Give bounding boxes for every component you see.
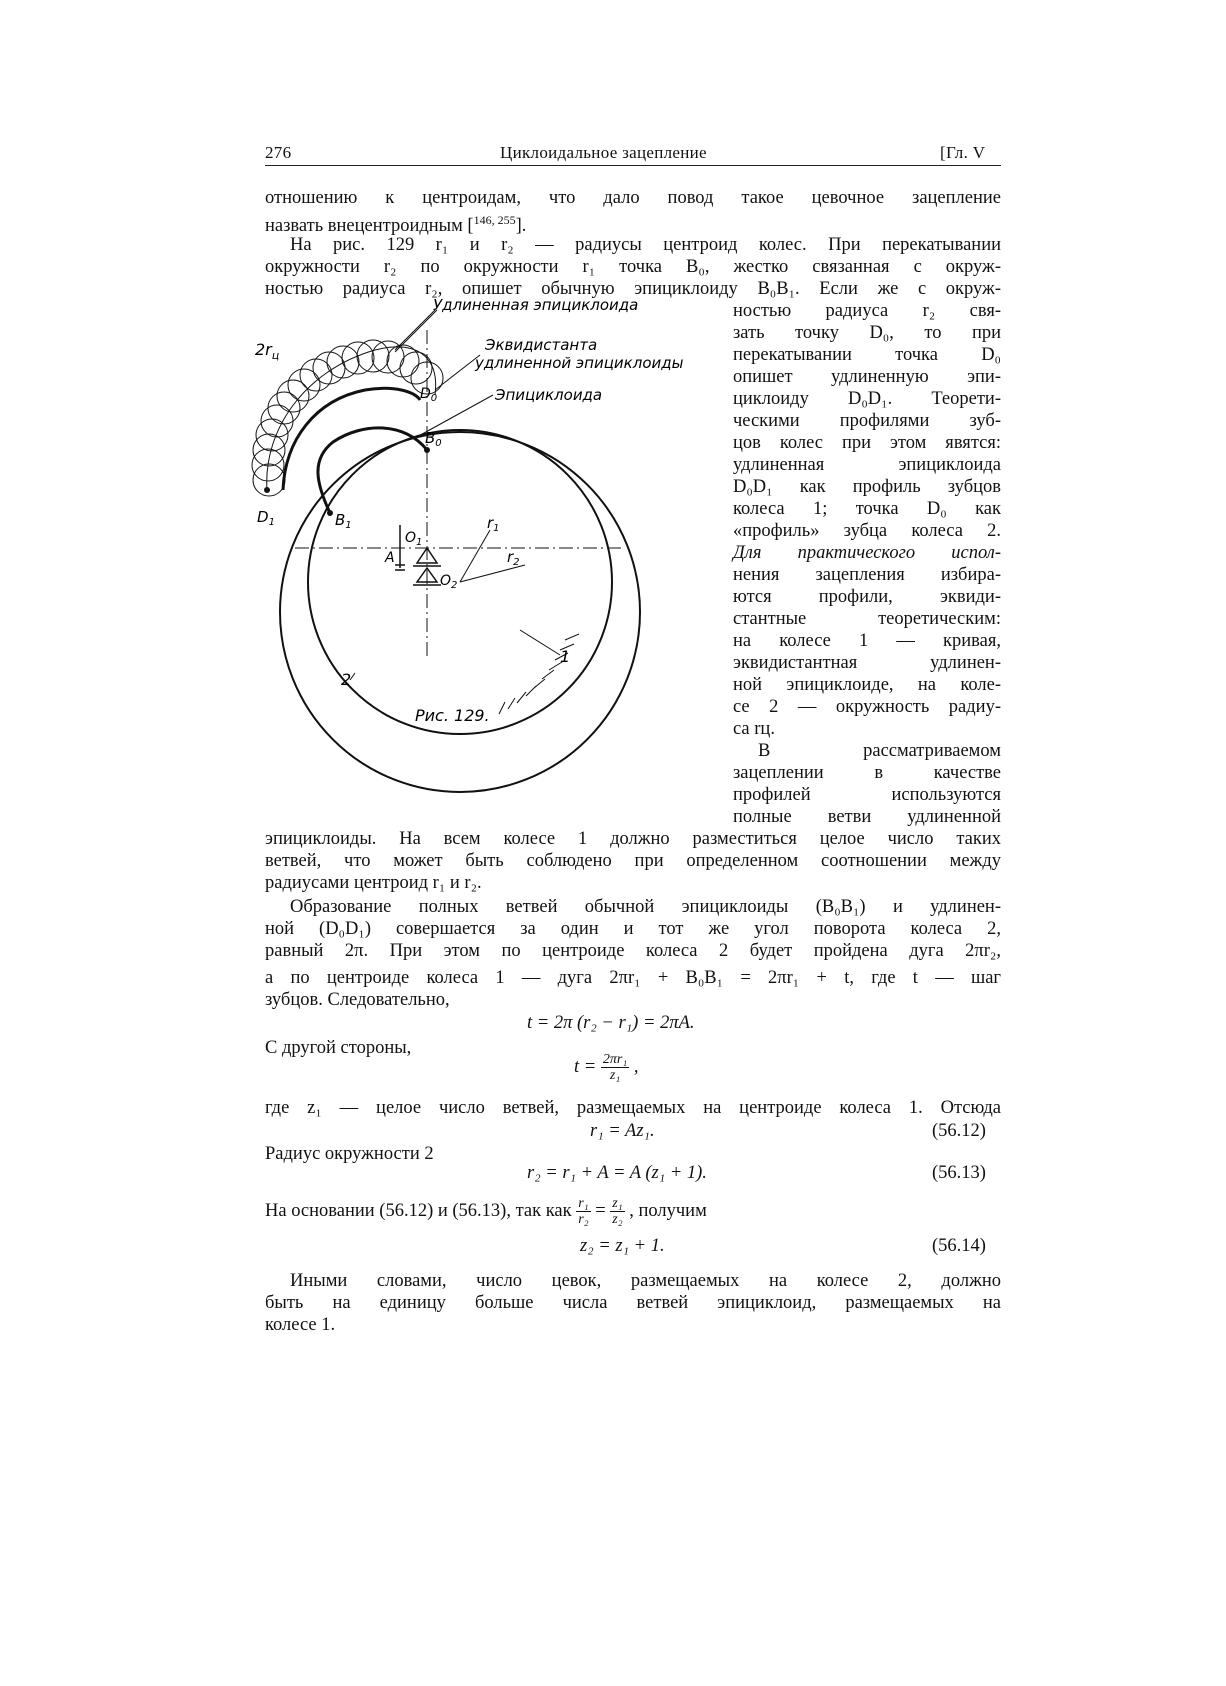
label-A: A <box>385 550 395 566</box>
label-r2: $r_2$ <box>507 548 520 568</box>
body-line: зацеплении в качестве <box>733 763 1001 783</box>
body-line: ной эпициклоиде, на коле- <box>733 675 1001 695</box>
body-line: профилей используются <box>733 785 1001 805</box>
label-equidistant-2: удлиненной эпициклоиды <box>475 354 684 372</box>
body-line-citation <box>265 209 526 237</box>
body-line: нения зацепления избира- <box>733 565 1001 585</box>
body-line: эквидистантная удлинен- <box>733 653 1001 673</box>
body-line: ветвей, что может быть соблюдено при определенном соотношении между <box>265 851 1001 871</box>
body-line: колеса 1; точка D₀ как <box>733 499 1001 519</box>
label-O1: $O_1$ <box>405 530 423 548</box>
body-line: «профиль» зубца колеса 2. <box>733 521 1001 541</box>
eq2-lhs: t = <box>574 1056 597 1077</box>
running-title: Циклоидальное зацепление <box>500 143 707 162</box>
body-line: циклоиду D₀D₁. Теорети- <box>733 389 1001 409</box>
body-line: На рис. 129 r₁ и r₂ — радиусы центроид колес. При перекатывании <box>290 235 1001 255</box>
ratio-z-num: z₁ <box>612 1196 623 1211</box>
equation-number-56-12: (56.12) <box>932 1121 986 1141</box>
body-line: где z₁ — целое число ветвей, размещаемых на центроиде колеса 1. Отсюда <box>265 1098 1001 1118</box>
ratio-fraction-r <box>576 1196 590 1227</box>
body-line: Образование полных ветвей обычной эпициклоиды (B₀B₁) и удлинен- <box>290 897 1001 917</box>
body-line: цов колес при этом явятся: <box>733 433 1001 453</box>
label-r1: $r_1$ <box>487 514 500 534</box>
ratio-r-den: r₂ <box>578 1212 589 1227</box>
body-line: а по центроиде колеса 1 — дуга 2πr₁ + B₀B₁ = 2πr₁ + t, где t — шаг <box>265 968 1001 988</box>
body-line: полные ветви удлиненной <box>733 807 1001 827</box>
equation-number-56-13: (56.13) <box>932 1163 986 1183</box>
body-line: быть на единицу больше числа ветвей эпициклоид, размещаемых на <box>265 1293 1001 1313</box>
body-line: радиусами центроид r₁ и r₂. <box>265 873 482 893</box>
equation-56-14: z₂ = z₁ + 1. <box>580 1236 665 1256</box>
label-B0: $B_0$ <box>425 429 442 449</box>
body-line: Радиус окружности 2 <box>265 1144 434 1164</box>
body-line: на колесе 1 — кривая, <box>733 631 1001 651</box>
label-elongated-epicycloid: Удлиненная эпициклоида <box>433 296 639 314</box>
ratio-tail: , получим <box>629 1200 707 1221</box>
equation-56-13: r₂ = r₁ + A = A (z₁ + 1). <box>527 1163 707 1183</box>
body-line-ratio <box>265 1196 707 1227</box>
centroid-circle-2 <box>280 432 640 792</box>
body-line: удлиненная эпициклоида <box>733 455 1001 475</box>
ratio-lead: На основании (56.12) и (56.13), так как <box>265 1200 572 1221</box>
citation-close: ]. <box>515 216 527 237</box>
hatch-marks <box>499 634 579 714</box>
equation-56-12: r₁ = Az₁. <box>590 1121 655 1141</box>
body-line: перекатывании точка D₀ <box>733 345 1001 365</box>
body-line: ностью радиуса r₂, опишет обычную эпициклоиду B₀B₁. Если же с окруж- <box>265 279 1001 299</box>
ratio-fraction-z <box>610 1196 624 1227</box>
point-D1 <box>264 487 270 493</box>
body-line: ностью радиуса r₂ свя- <box>733 301 1001 321</box>
citation-text: назвать внецентроидным [ <box>265 216 474 237</box>
ratio-z-den: z₂ <box>612 1212 623 1227</box>
body-line: эпициклоиды. На всем колесе 1 должно разместиться целое число таких <box>265 829 1001 849</box>
body-line: се 2 — окружность радиу- <box>733 697 1001 717</box>
body-line: ются профили, эквиди- <box>733 587 1001 607</box>
label-wheel-2: 2 <box>341 670 352 689</box>
body-line: опишет удлиненную эпи- <box>733 367 1001 387</box>
equation-number-56-14: (56.14) <box>932 1236 986 1256</box>
page-number: 276 <box>265 143 292 162</box>
body-line: отношению к центроидам, что дало повод такое цевочное зацепление <box>265 188 1001 208</box>
label-D0: $D_0$ <box>420 386 438 404</box>
epicycloid-curve <box>318 428 427 513</box>
point-B0 <box>424 447 430 453</box>
body-line: Иными словами, число цевок, размещаемых на колесе 2, должно <box>290 1271 1001 1291</box>
body-line: стантные теоретическим: <box>733 609 1001 629</box>
body-line: окружности r₂ по окружности r₁ точка B₀, жестко связанная с окруж- <box>265 257 1001 277</box>
body-line: В рассматриваемом <box>758 741 1001 761</box>
label-epicycloid: Эпициклоида <box>495 386 603 404</box>
body-line: зать точку D₀, то при <box>733 323 1001 343</box>
chapter-label: [Гл. V <box>940 143 986 162</box>
body-line: С другой стороны, <box>265 1038 412 1058</box>
body-line: колесе 1. <box>265 1315 336 1335</box>
body-line: Для практического испол- <box>733 543 1001 563</box>
label-O2: $O_2$ <box>440 573 458 591</box>
body-line: зубцов. Следовательно, <box>265 990 450 1010</box>
point-B1 <box>327 510 333 516</box>
body-line: равный 2π. При этом по центроиде колеса 2 будет пройдена дуга 2πr₂, <box>265 941 1001 961</box>
figure-caption: Рис. 129. <box>415 706 490 725</box>
eq2-tail: , <box>633 1056 639 1077</box>
body-line: ной (D₀D₁) совершается за один и тот же угол поворота колеса 2, <box>265 919 1001 939</box>
body-line: D₀D₁ как профиль зубцов <box>733 477 1001 497</box>
label-D1: $D_1$ <box>257 508 275 528</box>
label-2rc: $2r_ц$ <box>255 340 280 362</box>
equation-pitch: t = 2π (r₂ − r₁) = 2πA. <box>527 1013 695 1033</box>
citation-refs: 146, 255 <box>473 213 516 227</box>
ratio-r-num: r₁ <box>578 1196 589 1211</box>
body-line: ческими профилями зуб- <box>733 411 1001 431</box>
header-rule <box>265 165 1001 166</box>
support-symbols <box>395 525 441 585</box>
eq2-numerator: 2πr₁ <box>602 1052 628 1067</box>
eq2-denominator: z₁ <box>609 1068 621 1083</box>
equation-pitch-alt <box>574 1052 638 1083</box>
label-B1: $B_1$ <box>335 511 352 531</box>
label-wheel-1: 1 <box>560 647 571 666</box>
figure-129 <box>255 296 725 790</box>
body-line: са rц. <box>733 719 775 739</box>
ratio-equals: = <box>595 1200 606 1221</box>
eq2-fraction <box>601 1052 629 1083</box>
label-equidistant-1: Эквидистанта <box>485 336 598 354</box>
